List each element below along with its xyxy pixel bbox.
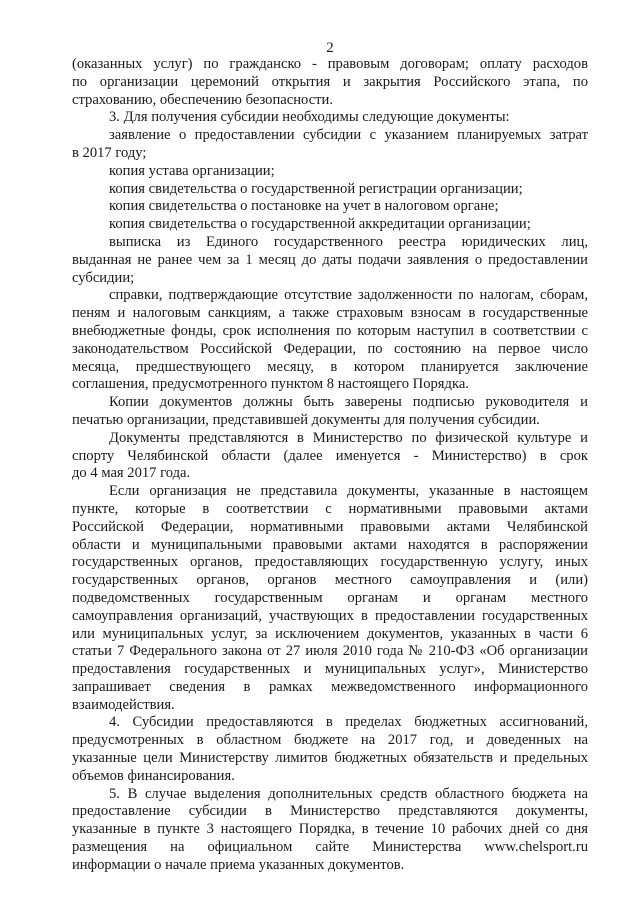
- text-line: размещения на официальном сайте Министерства www.chelsport.ru: [72, 839, 588, 856]
- text-line: пункте, которые в соответствии с нормативными правовыми актами: [72, 500, 588, 517]
- text-line: Российской Федерации, нормативными правовыми актами Челябинской: [72, 518, 588, 535]
- text-line: предоставление субсидии в Министерство представляются документы,: [72, 803, 588, 820]
- paragraph: [72, 56, 588, 109]
- text-line: соглашения, предусмотренного пунктом 8 настоящего Порядка.: [72, 376, 469, 393]
- text-line: печатью организации, представившей документы для получения субсидии.: [72, 411, 540, 428]
- text-line: законодательством Российской Федерации, по состоянию на первое число: [72, 340, 588, 357]
- text-line: по организации церемоний открытия и закрытия Российского этапа, по: [72, 73, 588, 90]
- text-line: выданная не ранее чем за 1 месяц до даты подачи заявления о предоставлении: [72, 251, 588, 268]
- text-line: копия свидетельства о постановке на учет в налоговом органе;: [109, 198, 499, 215]
- text-line: государственных органов, предоставляющих государственную услугу, иных: [72, 554, 588, 571]
- page-number: 2: [326, 40, 334, 56]
- text-line: (оказанных услуг) по гражданско - правовым договорам; оплату расходов: [72, 56, 588, 72]
- text-line: 4. Субсидии предоставляются в пределах бюджетных ассигнований,: [109, 714, 588, 731]
- text-line: заявление о предоставлении субсидии с указанием планируемых затрат: [109, 127, 588, 144]
- text-line: 3. Для получения субсидии необходимы следующие документы:: [109, 109, 510, 126]
- text-line: указанные цели Министерству лимитов бюджетных обязательств и предельных: [72, 750, 588, 767]
- text-line: субсидии;: [72, 269, 135, 286]
- text-line: предусмотренных в областном бюджете на 2017 год, и доведенных на: [72, 732, 588, 749]
- paragraph: [72, 287, 588, 394]
- paragraph: [72, 127, 588, 163]
- text-line: информации о начале приема указанных документов.: [72, 856, 405, 873]
- paragraph: [72, 234, 588, 287]
- paragraph: [72, 163, 588, 181]
- paragraph: [72, 181, 588, 199]
- text-line: выписка из Единого государственного реестра юридических лиц,: [109, 233, 588, 250]
- document-body: [72, 56, 588, 875]
- text-line: до 4 мая 2017 года.: [72, 465, 191, 482]
- paragraph: [72, 394, 588, 430]
- paragraph: [72, 714, 588, 785]
- paragraph: [72, 216, 588, 234]
- text-line: копия свидетельства о государственной аккредитации организации;: [109, 216, 531, 233]
- text-line: указанные в пункте 3 настоящего Порядка, в течение 10 рабочих дней со дня: [72, 821, 588, 838]
- text-line: справки, подтверждающие отсутствие задолженности по налогам, сборам,: [109, 287, 588, 304]
- document-page: [72, 40, 588, 875]
- paragraph: [72, 786, 588, 875]
- text-line: спорту Челябинской области (далее именуется - Министерство) в срок: [72, 447, 588, 464]
- text-line: подведомственных государственным органам и органам местного: [72, 589, 588, 606]
- text-line: самоуправления организаций, участвующих в предоставлении государственных: [72, 607, 588, 624]
- text-line: взаимодействия.: [72, 696, 175, 713]
- paragraph: [72, 109, 588, 127]
- text-line: предоставления государственных и муниципальных услуг», Министерство: [72, 661, 588, 678]
- text-line: объемов финансирования.: [72, 767, 235, 784]
- text-line: Копии документов должны быть заверены подписью руководителя и: [109, 394, 588, 411]
- text-line: или муниципальных услуг, за исключением документов, указанных в части 6: [72, 625, 588, 642]
- paragraph: [72, 483, 588, 714]
- text-line: статьи 7 Федерального закона от 27 июля 2010 года № 210-ФЗ «Об организации: [72, 643, 588, 660]
- text-line: 5. В случае выделения дополнительных средств областного бюджета на: [109, 785, 588, 802]
- paragraph: [72, 430, 588, 483]
- text-line: запрашивает сведения в рамках межведомственного информационного: [72, 678, 588, 695]
- paragraph: [72, 198, 588, 216]
- text-line: копия устава организации;: [109, 162, 275, 179]
- text-line: внебюджетные фонды, срок исполнения по которым наступил в соответствии с: [72, 322, 588, 339]
- text-line: страхованию, обеспечению безопасности.: [72, 91, 334, 108]
- text-line: Если организация не представила документы, указанные в настоящем: [109, 483, 588, 500]
- text-line: копия свидетельства о государственной регистрации организации;: [109, 180, 523, 197]
- text-line: пеням и налоговым санкциям, а также страховым взносам в государственные: [72, 305, 588, 322]
- text-line: области и муниципальными правовыми актами находятся в распоряжении: [72, 536, 588, 553]
- text-line: государственных органов, органов местного самоуправления и (или): [72, 572, 588, 589]
- text-line: Документы представляются в Министерство по физической культуре и: [109, 429, 588, 446]
- text-line: в 2017 году;: [72, 144, 147, 161]
- text-line: месяца, предшествующего месяцу, в котором планируется заключение: [72, 358, 588, 375]
